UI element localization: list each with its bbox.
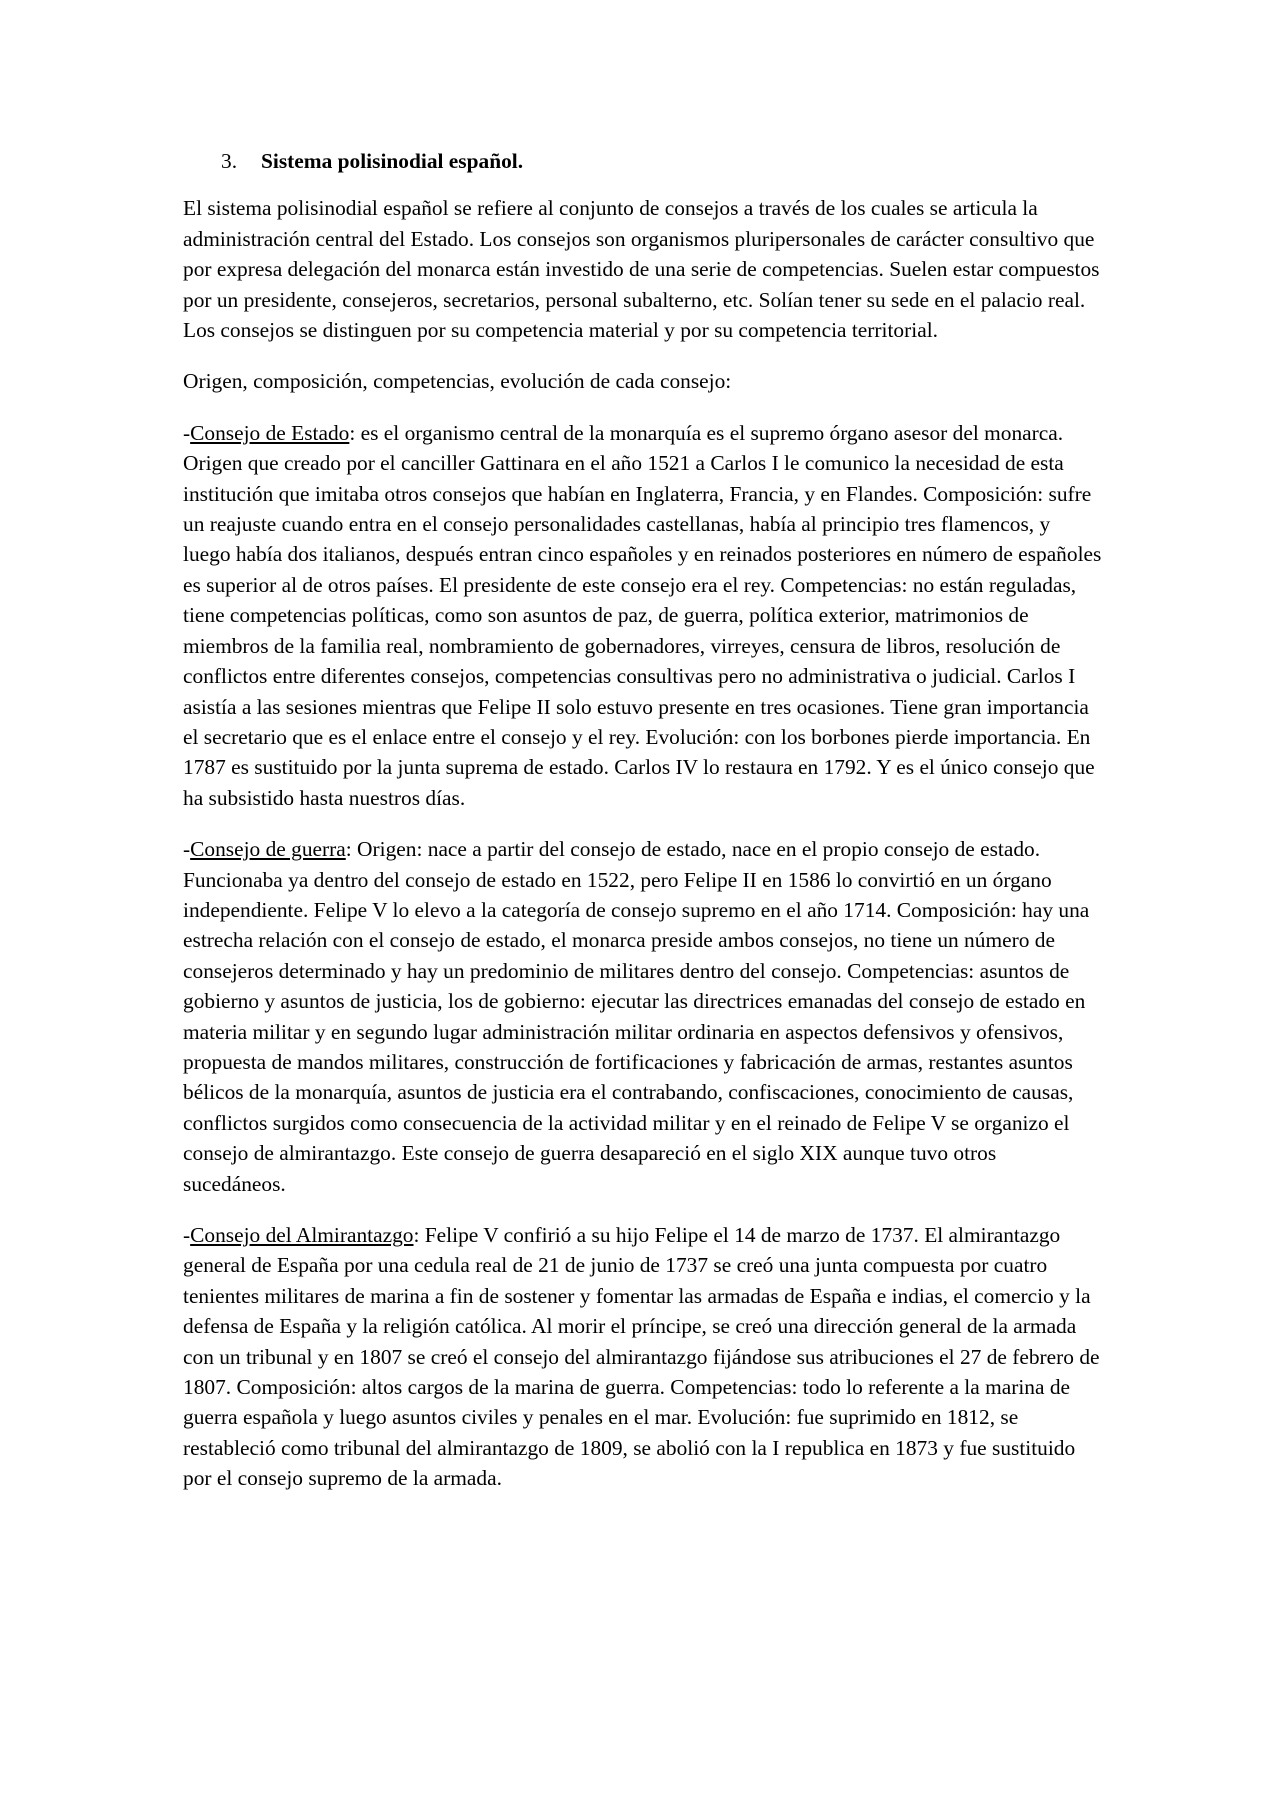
- heading-title: Sistema polisinodial español.: [261, 149, 524, 173]
- section-dash: -: [183, 1223, 191, 1247]
- section-title: Consejo de Estado: [190, 420, 350, 445]
- section-dash: -: [183, 420, 191, 445]
- section-body: : Origen: nace a partir del consejo de estado, nace en el propio consejo de estado. Funcionaba ya dentro del consejo de estado en 1522, pero Felipe II en 1586 lo convirtió en un órgano independiente. Felipe V lo elevo a la categoría de consejo supremo en el año 1714. Composición: hay una estrecha relación con el consejo de estado, el monarca preside ambos consejos, no tiene un número de consejeros determinado y hay un predominio de militares dentro del consejo. Competencias: asuntos de gobierno y asuntos de justicia, los de gobierno: ejecutar las directrices emanadas del consejo de estado en materia militar y en segundo lugar administración militar ordinaria en aspectos defensivos y ofensivos, propuesta de mandos militares, construcción de fortificaciones y fabricación de armas, restantes asuntos bélicos de la monarquía, asuntos de justicia era el contrabando, confiscaciones, conocimiento de causas, conflictos surgidos como consecuencia de la actividad militar y en el reinado de Felipe V se organizo el consejo de almirantazgo. Este consejo de guerra desapareció en el siglo XIX aunque tuvo otros sucedáneos.: [183, 837, 1090, 1196]
- section-consejo-guerra: [183, 834, 1103, 1199]
- section-title: Consejo de guerra: [190, 837, 346, 862]
- section-dash: -: [183, 837, 191, 862]
- section-heading: [183, 146, 1103, 176]
- section-title: Consejo del Almirantazgo: [190, 1223, 414, 1247]
- intro-paragraph: El sistema polisinodial español se refiere al conjunto de consejos a través de los cuales se articula la administración central del Estado. Los consejos son organismos pluripersonales de carácter consultivo que por expresa delegación del monarca están investido de una serie de competencias. Suelen estar compuestos por un presidente, consejeros, secretarios, personal subalterno, etc. Solían tener su sede en el palacio real. Los consejos se distinguen por su competencia material y por su competencia territorial.: [183, 196, 1100, 343]
- section-body: : Felipe V confirió a su hijo Felipe el 14 de marzo de 1737. El almirantazgo general de España por una cedula real de 21 de junio de 1737 se creó una junta compuesta por cuatro tenientes militares de marina a fin de sostener y fomentar las armadas de España e indias, el comercio y la defensa de España y la religión católica. Al morir el príncipe, se creó una dirección general de la armada con un tribunal y en 1807 se creó el consejo del almirantazgo fijándose sus atribuciones el 27 de febrero de 1807. Composición: altos cargos de la marina de guerra. Competencias: todo lo referente a la marina de guerra española y luego asuntos civiles y penales en el mar. Evolución: fue suprimido en 1812, se restableció como tribunal del almirantazgo de 1809, se abolió con la I republica en 1873 y fue sustituido por el consejo supremo de la armada.: [183, 1223, 1100, 1491]
- document-body: [183, 146, 1103, 1515]
- lead-paragraph: Origen, composición, competencias, evolución de cada consejo:: [183, 369, 732, 394]
- section-consejo-estado: [183, 418, 1103, 813]
- section-body: : es el organismo central de la monarquía es el supremo órgano asesor del monarca. Origen que creado por el canciller Gattinara en el año 1521 a Carlos I le comunico la necesidad de esta institución que imitaba otros consejos que habían en Inglaterra, Francia, y en Flandes. Composición: sufre un reajuste cuando entra en el consejo personalidades castellanas, había al principio tres flamencos, y luego había dos italianos, después entran cinco españoles y en reinados posteriores en número de españoles es superior al de otros países. El presidente de este consejo era el rey. Competencias: no están reguladas, tiene competencias políticas, como son asuntos de paz, de guerra, política exterior, matrimonios de miembros de la familia real, nombramiento de gobernadores, virreyes, censura de libros, resolución de conflictos entre diferentes consejos, competencias consultivas pero no administrativa o judicial. Carlos I asistía a las sesiones mientras que Felipe II solo estuvo presente en tres ocasiones. Tiene gran importancia el secretario que es el enlace entre el consejo y el rey. Evolución: con los borbones pierde importancia. En 1787 es sustituido por la junta suprema de estado. Carlos IV lo restaura en 1792. Y es el único consejo que ha subsistido hasta nuestros días.: [183, 420, 1102, 810]
- section-consejo-almirantazgo: [183, 1220, 1103, 1494]
- heading-number: 3.: [221, 149, 238, 173]
